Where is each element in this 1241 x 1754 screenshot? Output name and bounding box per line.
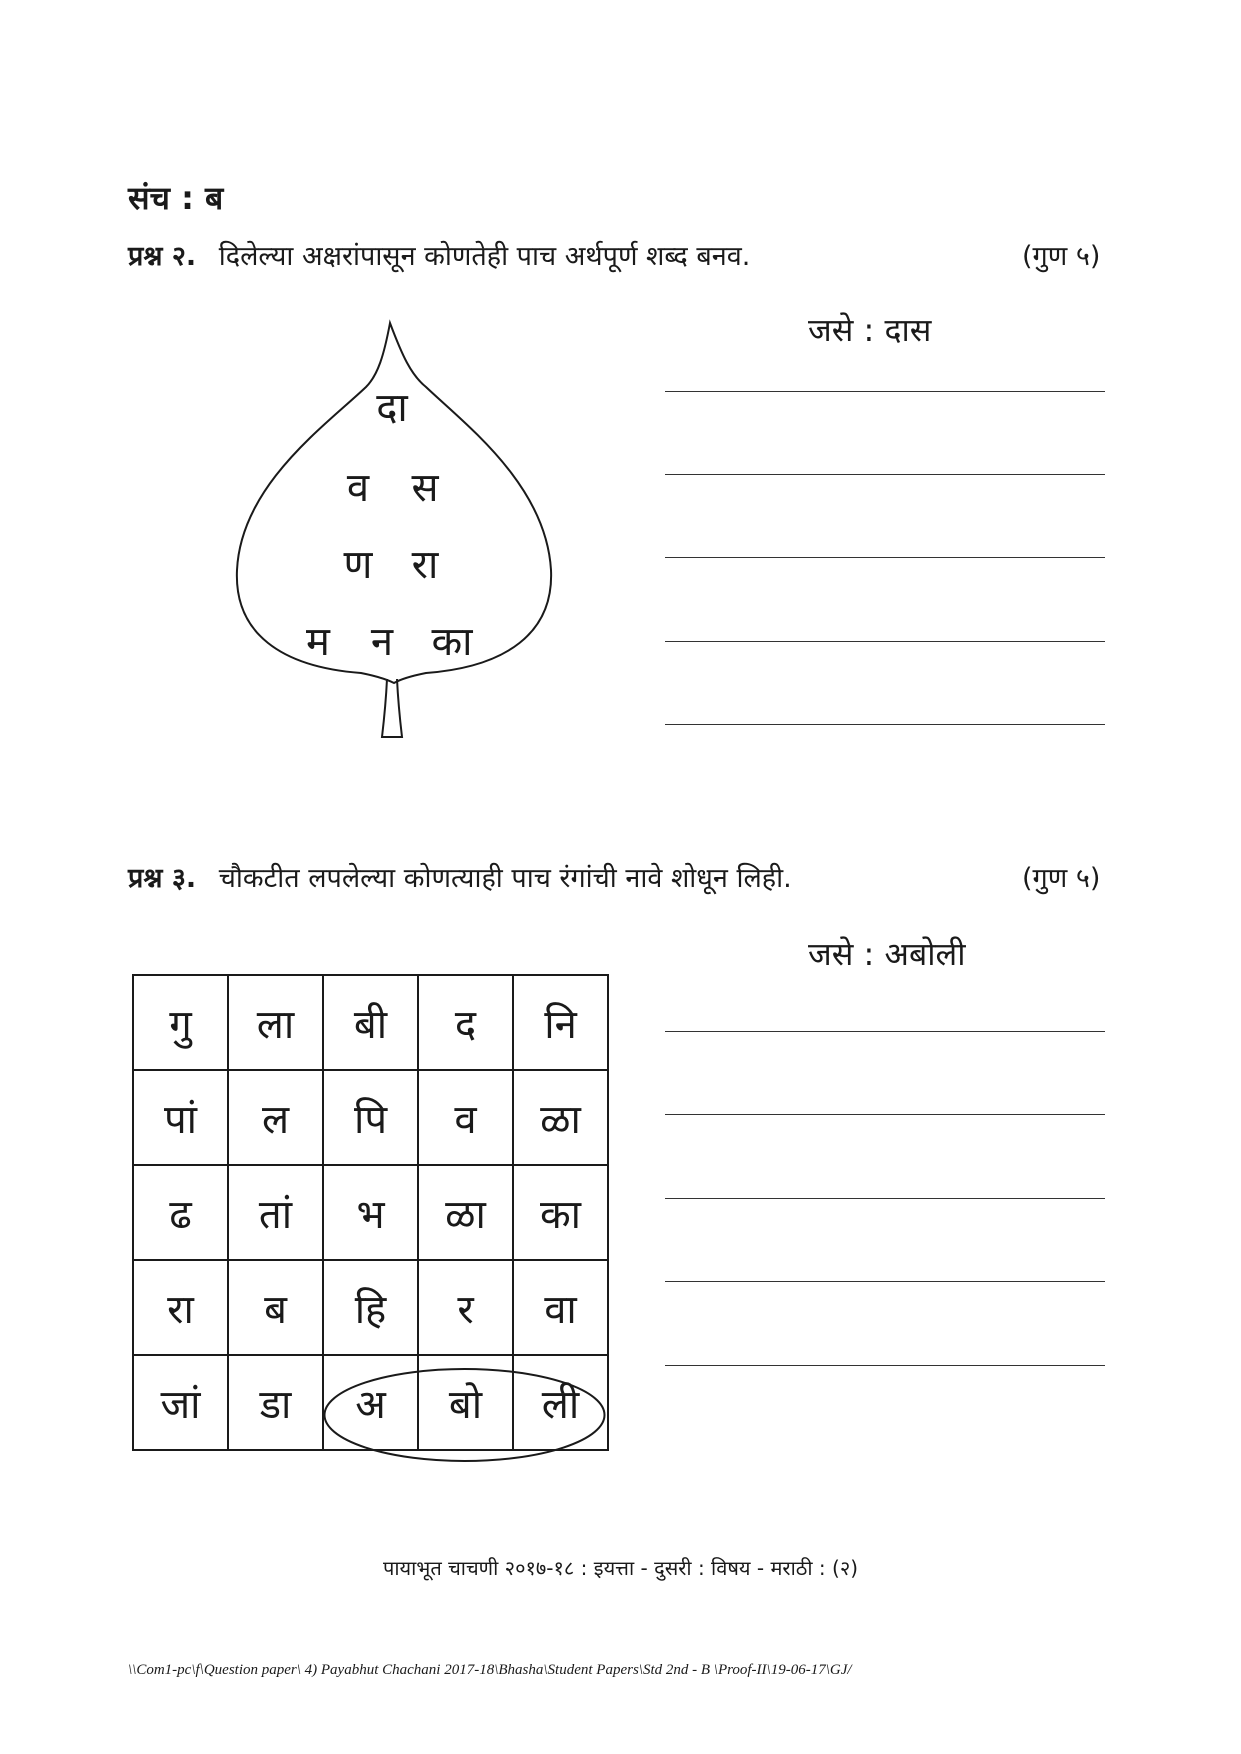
grid-cell: डा (228, 1355, 323, 1450)
answer-line[interactable] (665, 474, 1105, 475)
grid-cell: पां (133, 1070, 228, 1165)
answer-line[interactable] (665, 724, 1105, 725)
answer-line[interactable] (665, 1114, 1105, 1115)
leaf-letter: दा (376, 385, 408, 431)
question-3-label: प्रश्न ३. (128, 863, 197, 894)
leaf-letter: न (370, 619, 394, 665)
question-3 (128, 858, 792, 895)
grid-cell: हि (323, 1260, 418, 1355)
question-2 (128, 236, 750, 273)
grid-cell: वा (513, 1260, 608, 1355)
leaf-letter: रा (411, 542, 439, 588)
grid-cell: बी (323, 975, 418, 1070)
leaf-letter: स (411, 465, 439, 511)
grid-cell: नि (513, 975, 608, 1070)
answer-line[interactable] (665, 1365, 1105, 1366)
grid-cell: गु (133, 975, 228, 1070)
leaf-letter: व (346, 465, 370, 511)
answer-line[interactable] (665, 1031, 1105, 1032)
grid-cell: जां (133, 1355, 228, 1450)
grid-cell: रा (133, 1260, 228, 1355)
grid-cell: ली (513, 1355, 608, 1450)
leaf-letter: ण (343, 542, 373, 588)
grid-cell: ळा (513, 1070, 608, 1165)
grid-cell: तां (228, 1165, 323, 1260)
page-footer: पायाभूत चाचणी २०१७-१८ : इयत्ता - दुसरी : विषय - मराठी : (२) (382, 1556, 859, 1580)
answer-line[interactable] (665, 1281, 1105, 1282)
grid-cell: ळा (418, 1165, 513, 1260)
grid-cell: ब (228, 1260, 323, 1355)
question-3-example: जसे : अबोली (808, 935, 966, 973)
question-2-text: दिलेल्या अक्षरांपासून कोणतेही पाच अर्थपूर्ण शब्द बनव. (218, 241, 751, 272)
leaf-letter: म (306, 619, 330, 665)
grid-row (133, 1165, 608, 1260)
question-3-marks: (गुण ५) (1022, 863, 1101, 894)
question-2-example: जसे : दास (808, 311, 932, 349)
grid-row (133, 1260, 608, 1355)
grid-cell: भ (323, 1165, 418, 1260)
set-title: संच : ब (128, 179, 224, 217)
grid-cell: र (418, 1260, 513, 1355)
grid-cell: ला (228, 975, 323, 1070)
grid-row (133, 1070, 608, 1165)
file-path-note: \\Com1-pc\f\Question paper\ 4) Payabhut Chachani 2017-18\Bhasha\Student Papers\Std 2nd - B \Proof-II\19-06-17\GJ/ (128, 1662, 852, 1678)
grid-cell: बो (418, 1355, 513, 1450)
example-oval (322, 1366, 607, 1464)
question-3-text: चौकटीत लपलेल्या कोणत्याही पाच रंगांची नावे शोधून लिही. (218, 863, 792, 894)
grid-cell: पि (323, 1070, 418, 1165)
grid-cell: का (513, 1165, 608, 1260)
grid-cell: ल (228, 1070, 323, 1165)
grid-row (133, 975, 608, 1070)
leaf-letter: का (431, 619, 473, 665)
answer-line[interactable] (665, 391, 1105, 392)
grid-cell: व (418, 1070, 513, 1165)
grid-cell: द (418, 975, 513, 1070)
grid-cell: अ (323, 1355, 418, 1450)
answer-line[interactable] (665, 557, 1105, 558)
answer-line[interactable] (665, 641, 1105, 642)
question-2-marks: (गुण ५) (1022, 241, 1101, 272)
question-2-label: प्रश्न २. (128, 241, 197, 272)
answer-line[interactable] (665, 1198, 1105, 1199)
grid-cell: ढ (133, 1165, 228, 1260)
